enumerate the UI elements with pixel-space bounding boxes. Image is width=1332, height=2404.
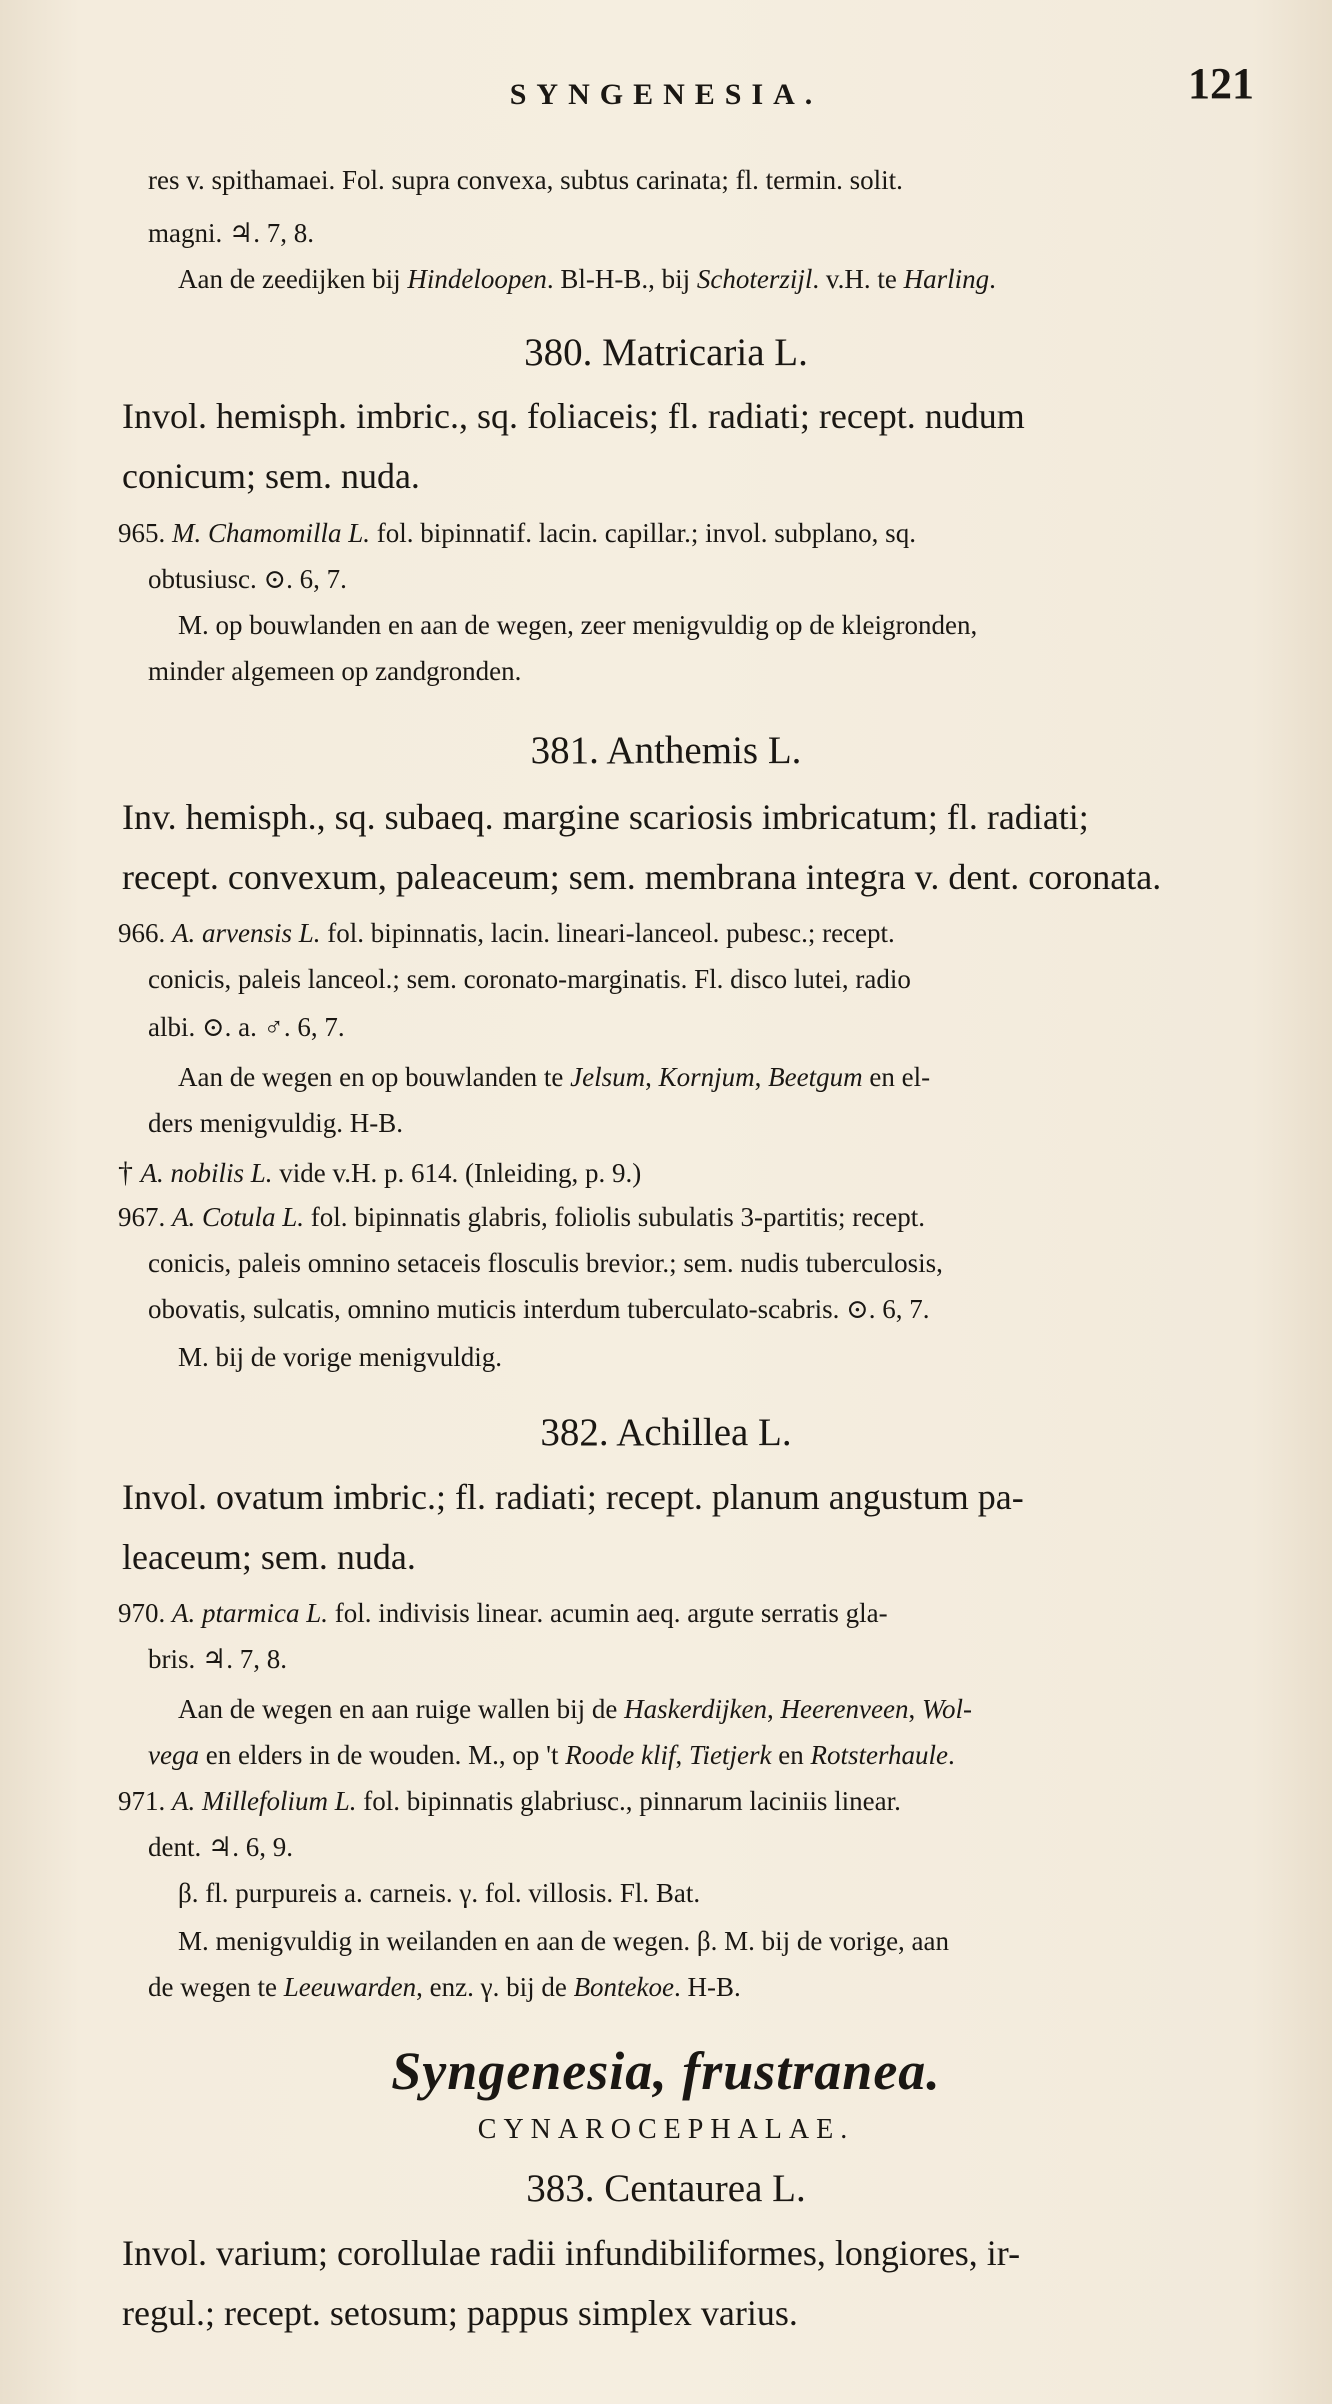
species-reference: vide v.H. p. 614. (Inleiding, p. 9.) — [272, 1158, 642, 1188]
note-text: en elders in de wouden. M., op 't — [198, 1740, 566, 1770]
tribe-heading: CYNAROCEPHALAE. — [477, 2114, 855, 2145]
genus-description-line: regul.; recept. setosum; pappus simplex varius. — [122, 2293, 798, 2333]
locality: Beetgum — [768, 1062, 863, 1092]
genus-heading-380: 380. Matricaria L. — [524, 331, 808, 374]
locality: Jelsum — [570, 1062, 646, 1092]
note-text: , — [767, 1694, 781, 1724]
species-name: A. arvensis L. — [172, 918, 321, 948]
genus-description-line: Invol. hemisph. imbric., sq. foliaceis; fl. radiati; recept. nudum — [122, 396, 1025, 436]
species-971-cont: dent. ♃. 6, 9. — [148, 1832, 293, 1862]
note-966-line1 — [178, 1062, 930, 1093]
genus-heading-382: 382. Achillea L. — [540, 1411, 792, 1454]
genus-description-line: Invol. ovatum imbric.; fl. radiati; recept. planum angustum pa- — [122, 1477, 1024, 1517]
note-text: Aan de wegen en aan ruige wallen bij de — [178, 1694, 625, 1724]
locality: Heerenveen — [780, 1694, 909, 1724]
locality: Harling — [903, 264, 990, 294]
species-number: 971. — [118, 1786, 172, 1816]
note-967: M. bij de vorige menigvuldig. — [178, 1342, 502, 1372]
species-965 — [118, 518, 916, 549]
locality: Schoterzijl — [696, 264, 813, 294]
species-diagnosis: fol. bipinnatis, lacin. lineari-lanceol. pubesc.; recept. — [320, 918, 895, 948]
species-965-cont: obtusiusc. ⊙. 6, 7. — [148, 564, 347, 594]
species-diagnosis: fol. bipinnatif. lacin. capillar.; invol. subplano, sq. — [370, 518, 916, 548]
note-970-line2 — [148, 1740, 955, 1771]
note-text: de wegen te — [148, 1972, 284, 2002]
note-965-line2: minder algemeen op zandgronden. — [148, 656, 522, 686]
locality: Wol- — [921, 1694, 972, 1724]
species-967 — [118, 1202, 925, 1233]
genus-description-line: Inv. hemisph., sq. subaeq. margine scariosis imbricatum; fl. radiati; — [122, 797, 1089, 837]
note-text: , — [675, 1740, 689, 1770]
continuation-line-1: res v. spithamaei. Fol. supra convexa, subtus carinata; fl. termin. solit. — [148, 165, 903, 195]
species-967-cont: conicis, paleis omnino setaceis flosculis brevior.; sem. nudis tuberculosis, — [148, 1248, 943, 1278]
locality: Tietjerk — [688, 1740, 772, 1770]
note-text: en — [771, 1740, 811, 1770]
locality: Bontekoe — [573, 1972, 675, 2002]
note-text: , enz. γ. bij de — [416, 1972, 574, 2002]
genus-heading-383: 383. Centaurea L. — [526, 2167, 806, 2210]
species-number: 965. — [118, 518, 172, 548]
note-971-line2 — [148, 1972, 741, 2003]
species-name: A. nobilis L. — [140, 1158, 273, 1188]
note-text: Aan de zeedijken bij — [178, 264, 408, 294]
dagger-mark: † — [118, 1156, 141, 1189]
species-number: 967. — [118, 1202, 172, 1232]
subdivision-title: Syngenesia, frustranea. — [391, 2041, 941, 2101]
locality: Leeuwarden — [283, 1972, 417, 2002]
species-970 — [118, 1598, 888, 1629]
note-text: . — [947, 1740, 955, 1770]
species-nobilis — [118, 1156, 641, 1190]
genus-description-line: leaceum; sem. nuda. — [122, 1537, 416, 1577]
note-970-line1 — [178, 1694, 972, 1725]
genus-description-line: Invol. varium; corollulae radii infundibiliformes, longiores, ir- — [122, 2233, 1021, 2273]
species-971 — [118, 1786, 901, 1817]
note-text: , — [645, 1062, 659, 1092]
species-diagnosis: fol. bipinnatis glabriusc., pinnarum laciniis linear. — [356, 1786, 901, 1816]
locality: Rotsterhaule — [810, 1740, 948, 1770]
genus-description-line: recept. convexum, paleaceum; sem. membrana integra v. dent. coronata. — [122, 857, 1162, 897]
page-number: 121 — [1188, 59, 1254, 108]
species-name: A. Millefolium L. — [172, 1786, 357, 1816]
genus-description-line: conicum; sem. nuda. — [122, 456, 420, 496]
note-text: Aan de wegen en op bouwlanden te — [178, 1062, 571, 1092]
species-967-cont: obovatis, sulcatis, omnino muticis interdum tuberculato-scabris. ⊙. 6, 7. — [148, 1294, 930, 1324]
note-text: , — [754, 1062, 769, 1092]
locality: Kornjum — [658, 1062, 755, 1092]
note-text: . v.H. te — [812, 264, 904, 294]
species-970-cont: bris. ♃. 7, 8. — [148, 1644, 287, 1674]
locality: Hindeloopen — [407, 264, 547, 294]
species-966-cont: conicis, paleis lanceol.; sem. coronato-marginatis. Fl. disco lutei, radio — [148, 964, 911, 994]
note-text: . Bl-H-B., bij — [546, 264, 697, 294]
species-number: 966. — [118, 918, 172, 948]
note-971-line1: M. menigvuldig in weilanden en aan de wegen. β. M. bij de vorige, aan — [178, 1926, 950, 1956]
locality: Roode klif — [565, 1740, 676, 1770]
species-966 — [118, 918, 895, 949]
species-971-varieties: β. fl. purpureis a. carneis. γ. fol. villosis. Fl. Bat. — [178, 1878, 701, 1908]
running-head: SYNGENESIA. — [509, 78, 823, 111]
note-965-line1: M. op bouwlanden en aan de wegen, zeer menigvuldig op de kleigronden, — [178, 610, 978, 640]
species-name: A. Cotula L. — [172, 1202, 305, 1232]
locality: vega — [148, 1740, 199, 1770]
species-name: A. ptarmica L. — [172, 1598, 329, 1628]
species-number: 970. — [118, 1598, 172, 1628]
note-text: en el- — [862, 1062, 931, 1092]
note-text: , — [908, 1694, 922, 1724]
locality: Haskerdijken — [624, 1694, 768, 1724]
genus-heading-381: 381. Anthemis L. — [530, 729, 802, 772]
note-text: . — [989, 264, 996, 294]
species-966-cont: albi. ⊙. a. ♂. 6, 7. — [148, 1012, 345, 1042]
species-name: M. Chamomilla L. — [172, 518, 371, 548]
species-diagnosis: fol. bipinnatis glabris, foliolis subulatis 3-partitis; recept. — [304, 1202, 925, 1232]
continuation-line-2: magni. ♃. 7, 8. — [148, 218, 314, 248]
note-966-line2: ders menigvuldig. H-B. — [148, 1108, 403, 1138]
species-diagnosis: fol. indivisis linear. acumin aeq. argute serratis gla- — [328, 1598, 888, 1628]
note-text: . H-B. — [674, 1972, 741, 2002]
continuation-note — [178, 264, 996, 295]
